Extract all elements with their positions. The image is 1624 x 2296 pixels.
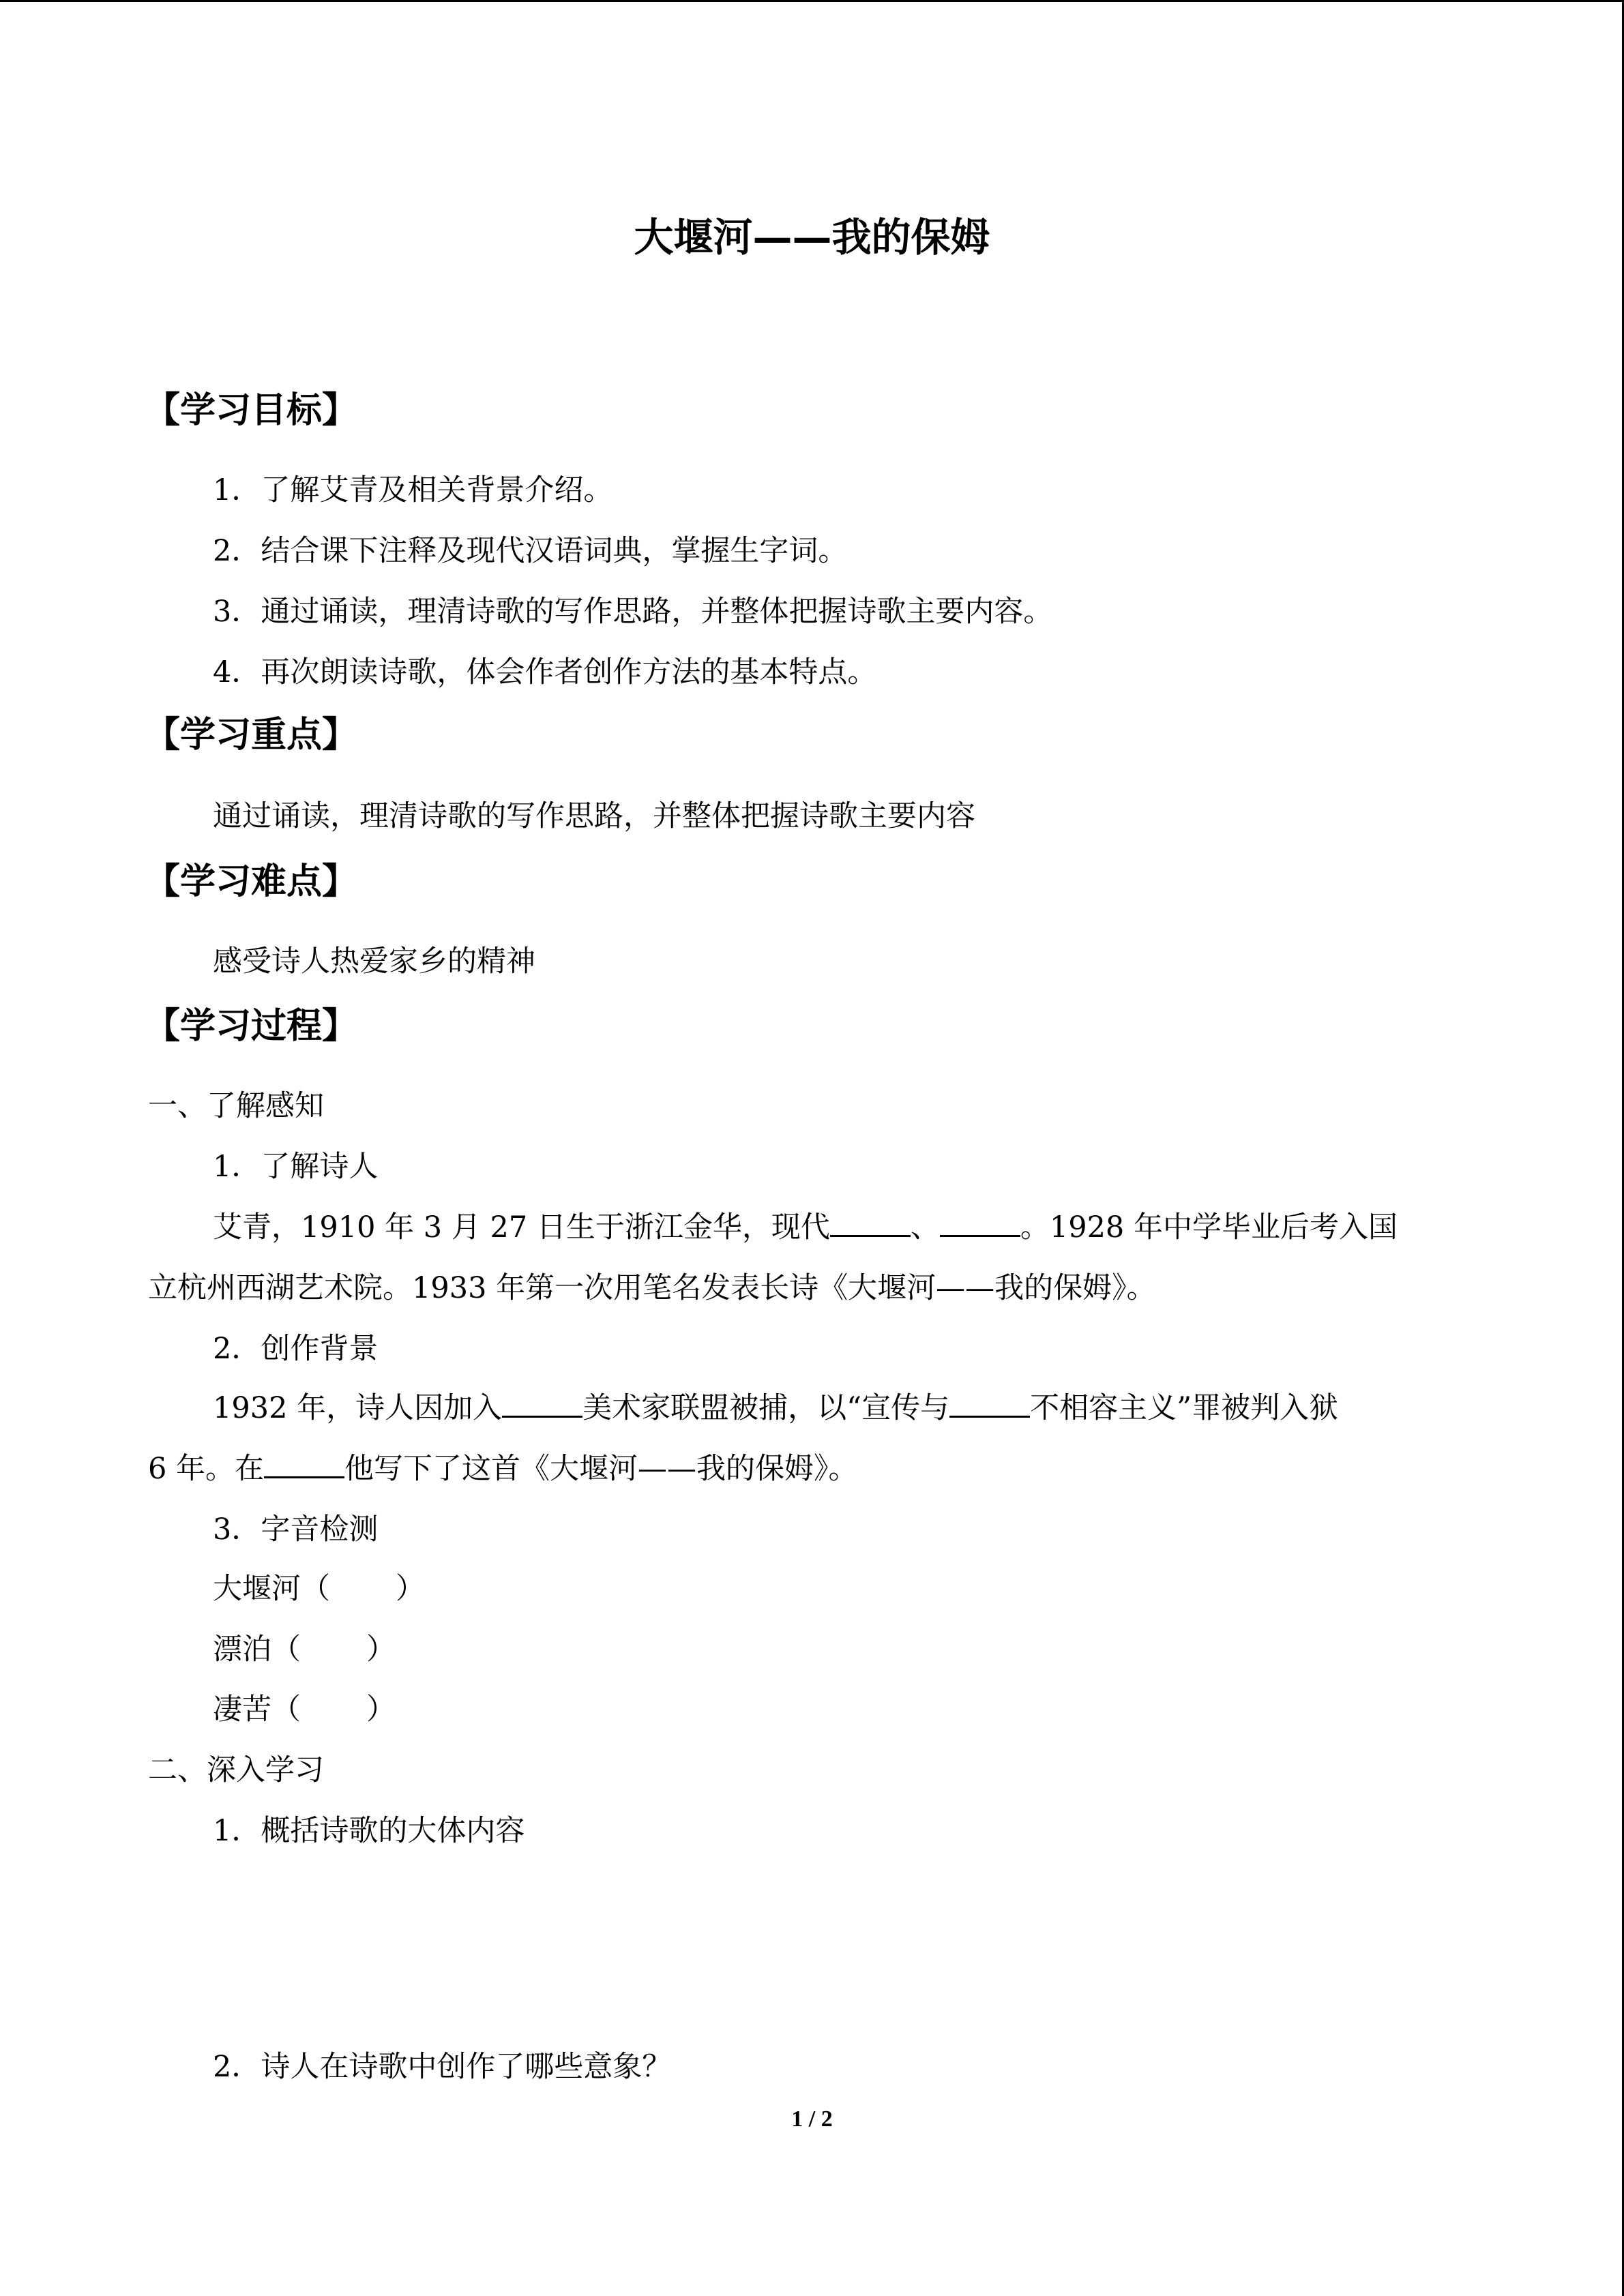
part2-title: 二、深入学习 <box>148 1753 324 1787</box>
background-text-d: 6 年。在 <box>148 1452 265 1486</box>
part1-sub2-title: 2．创作背景 <box>213 1332 379 1366</box>
part1-sub3-title: 3．字音检测 <box>213 1512 379 1547</box>
part1-sub1-title: 1．了解诗人 <box>213 1150 379 1184</box>
poet-intro-line-1 <box>213 1207 1398 1248</box>
section-heading-difficulty: 【学习难点】 <box>145 861 358 902</box>
key-point-text: 通过诵读，理清诗歌的写作思路，并整体把握诗歌主要内容 <box>213 799 975 833</box>
pinyin-item <box>213 1568 425 1609</box>
background-text-e: 他写下了这首《大堰河——我的保姆》。 <box>344 1452 858 1486</box>
part2-question-2: 2．诗人在诗歌中创作了哪些意象？ <box>213 2050 672 2084</box>
poet-intro-line-2: 立杭州西湖艺术院。1933 年第一次用笔名发表长诗《大堰河——我的保姆》。 <box>148 1271 1156 1305</box>
fill-blank[interactable] <box>502 1390 582 1418</box>
background-text-c: 不相容主义”罪被判入狱 <box>1030 1391 1339 1425</box>
pinyin-item <box>213 1629 396 1670</box>
section-heading-goals: 【学习目标】 <box>145 390 358 431</box>
section-heading-key-point: 【学习重点】 <box>145 715 358 756</box>
page-number: 1 / 2 <box>791 2106 833 2132</box>
pinyin-close: ） <box>366 1632 396 1667</box>
poet-intro-text-a: 艾青，1910 年 3 月 27 日生于浙江金华，现代 <box>213 1210 830 1244</box>
fill-blank[interactable] <box>264 1450 344 1478</box>
poet-intro-text-b: 。1928 年中学毕业后考入国 <box>1020 1210 1398 1244</box>
goal-item: 3．通过诵读，理清诗歌的写作思路，并整体把握诗歌主要内容。 <box>213 595 1053 629</box>
pinyin-word: 凄苦（ <box>213 1693 301 1727</box>
part2-question-1: 1．概括诗歌的大体内容 <box>213 1814 525 1848</box>
poet-intro-sep: 、 <box>910 1210 940 1244</box>
part1-title: 一、了解感知 <box>148 1089 324 1123</box>
goal-item: 4．再次朗读诗歌，体会作者创作方法的基本特点。 <box>213 655 877 689</box>
page-top-border <box>0 0 1624 2</box>
difficulty-text: 感受诗人热爱家乡的精神 <box>213 944 535 979</box>
pinyin-word: 大堰河（ <box>213 1572 330 1606</box>
goal-item: 2．结合课下注释及现代汉语词典，掌握生字词。 <box>213 534 848 568</box>
pinyin-item <box>213 1689 396 1730</box>
pinyin-word: 漂泊（ <box>213 1632 301 1667</box>
fill-blank[interactable] <box>830 1209 911 1237</box>
pinyin-close: ） <box>366 1693 396 1727</box>
background-line-1 <box>213 1388 1338 1429</box>
document-title: 大堰河——我的保姆 <box>634 214 990 260</box>
fill-blank[interactable] <box>949 1390 1030 1418</box>
background-text-a: 1932 年，诗人因加入 <box>213 1391 503 1425</box>
fill-blank[interactable] <box>940 1209 1020 1237</box>
background-line-2 <box>148 1448 858 1489</box>
section-heading-process: 【学习过程】 <box>145 1006 358 1047</box>
background-text-b: 美术家联盟被捕，以“宣传与 <box>582 1391 950 1425</box>
pinyin-close: ） <box>396 1572 425 1606</box>
goal-item: 1．了解艾青及相关背景介绍。 <box>213 473 613 507</box>
